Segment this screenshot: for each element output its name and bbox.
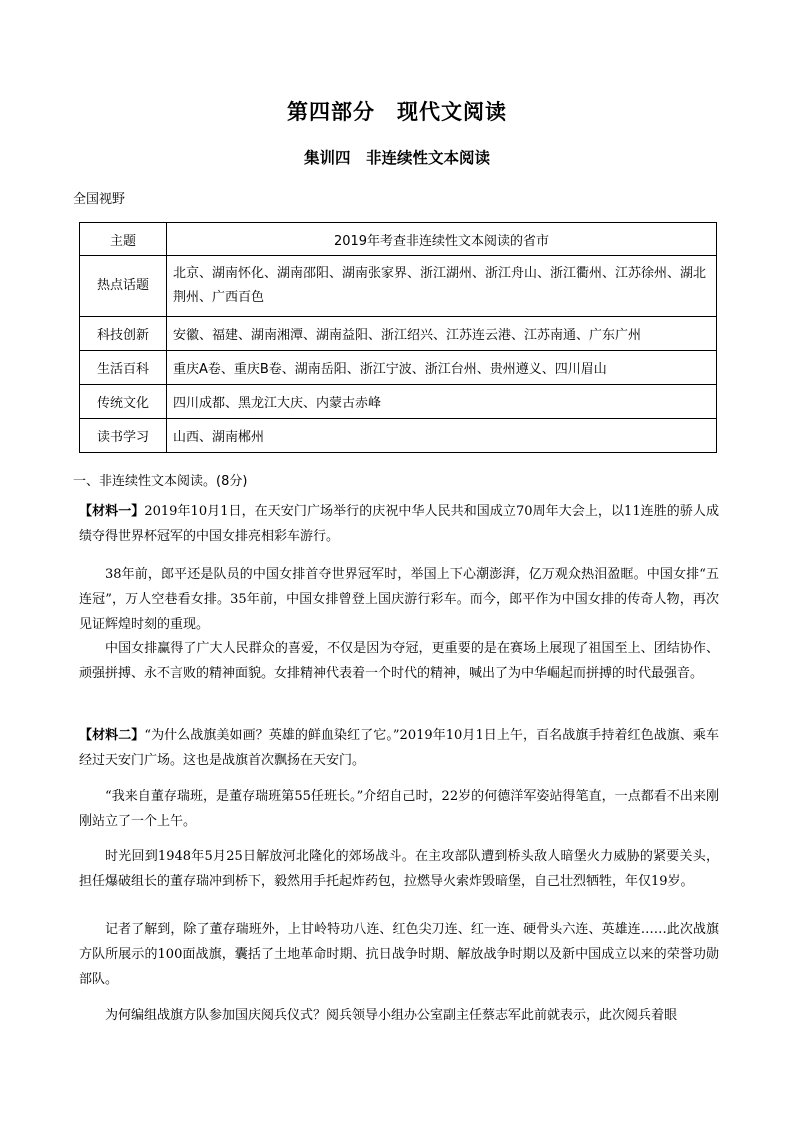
material-2-paragraph-5: 为何编组战旗方队参加国庆阅兵仪式？阅兵领导小组办公室副主任蔡志军此前就表示，此次阅兵着眼 xyxy=(105,1008,678,1023)
material-1-paragraph-2: 38年前，郎平还是队员的中国女排首夺世界冠军时，举国上下心潮澎湃，亿万观众热泪盈眶。中国女排“五连冠”，万人空巷看女排。35年前，中国女排曾登上国庆游行彩车。而今，郎平作为中国女排的传奇人物，再次见证辉煌时刻的重现。 xyxy=(79,567,719,632)
material-2-paragraph-3: 时光回到1948年5月25日解放河北隆化的郊场战斗。在主攻部队遭到桥头敌人暗堡火力威胁的紧要关头，担任爆破组长的董存瑞冲到桥下，毅然用手托起炸药包，拉燃导火索炸毁暗堡，自己壮烈牺牲，年仅19岁。 xyxy=(79,849,719,889)
table-row xyxy=(80,317,717,351)
table-topic-cell: 传统文化 xyxy=(80,385,167,419)
table-topic-cell: 生活百科 xyxy=(80,351,167,385)
table-header-row xyxy=(80,223,717,256)
material-2-paragraph-4: 记者了解到，除了董存瑞班外，上甘岭特功八连、红色尖刀连、红一连、硬骨头六连、英雄连……此次战旗方队所展示的100面战旗，囊括了土地革命时期、抗日战争时期、解放战争时期以及新中国成立以来的荣誉功勋部队。 xyxy=(79,922,719,987)
table-places-cell: 山西、湖南郴州 xyxy=(167,419,717,453)
overview-table xyxy=(79,222,717,453)
table-row xyxy=(80,256,717,317)
question-heading: 一、非连续性文本阅读。(8分) xyxy=(73,474,248,489)
table-places-cell: 安徽、福建、湖南湘潭、湖南益阳、浙江绍兴、江苏连云港、江苏南通、广东广州 xyxy=(167,317,717,351)
table-row xyxy=(80,351,717,385)
section-label: 全国视野 xyxy=(73,192,126,207)
table-row xyxy=(80,419,717,453)
table-header-cell: 主题 xyxy=(80,223,167,256)
material-2-text: “为什么战旗美如画？英雄的鲜血染红了它。”2019年10月1日上午，百名战旗手持着红色战旗、乘车经过天安门广场。这也是战旗首次飘扬在天安门。 xyxy=(79,728,719,768)
table-header-cell: 2019年考查非连续性文本阅读的省市 xyxy=(167,223,717,256)
table-places-cell: 四川成都、黑龙江大庆、内蒙古赤峰 xyxy=(167,385,717,419)
page-subtitle: 集训四 非连续性文本阅读 xyxy=(303,149,490,167)
material-1-paragraph-1 xyxy=(79,499,719,549)
material-2-paragraph-1 xyxy=(79,723,719,773)
table-places-cell: 北京、湖南怀化、湖南邵阳、湖南张家界、浙江湖州、浙江舟山、浙江衢州、江苏徐州、湖北荆州、广西百色 xyxy=(167,256,717,317)
material-2-paragraph-2: “我来自董存瑞班，是董存瑞班第55任班长。”介绍自己时，22岁的何德洋军姿站得笔直，一点都看不出来刚刚站立了一个上午。 xyxy=(79,789,719,829)
material-2-tag: 【材料二】 xyxy=(79,728,145,743)
page-title: 第四部分 现代文阅读 xyxy=(287,100,507,124)
material-1-tag: 【材料一】 xyxy=(79,504,145,519)
material-1-text: 2019年10月1日，在天安门广场举行的庆祝中华人民共和国成立70周年大会上，以11连胜的骄人成绩夺得世界杯冠军的中国女排亮相彩车游行。 xyxy=(79,504,719,544)
table-row xyxy=(80,385,717,419)
table-topic-cell: 读书学习 xyxy=(80,419,167,453)
table-topic-cell: 热点话题 xyxy=(80,256,167,317)
table-places-cell: 重庆A卷、重庆B卷、湖南岳阳、浙江宁波、浙江台州、贵州遵义、四川眉山 xyxy=(167,351,717,385)
table-topic-cell: 科技创新 xyxy=(80,317,167,351)
material-1-paragraph-3: 中国女排赢得了广大人民群众的喜爱，不仅是因为夺冠，更重要的是在赛场上展现了祖国至上、团结协作、顽强拼搏、永不言败的精神面貌。女排精神代表着一个时代的精神，喊出了为中华崛起而拼搏的时代最强音。 xyxy=(79,641,719,681)
